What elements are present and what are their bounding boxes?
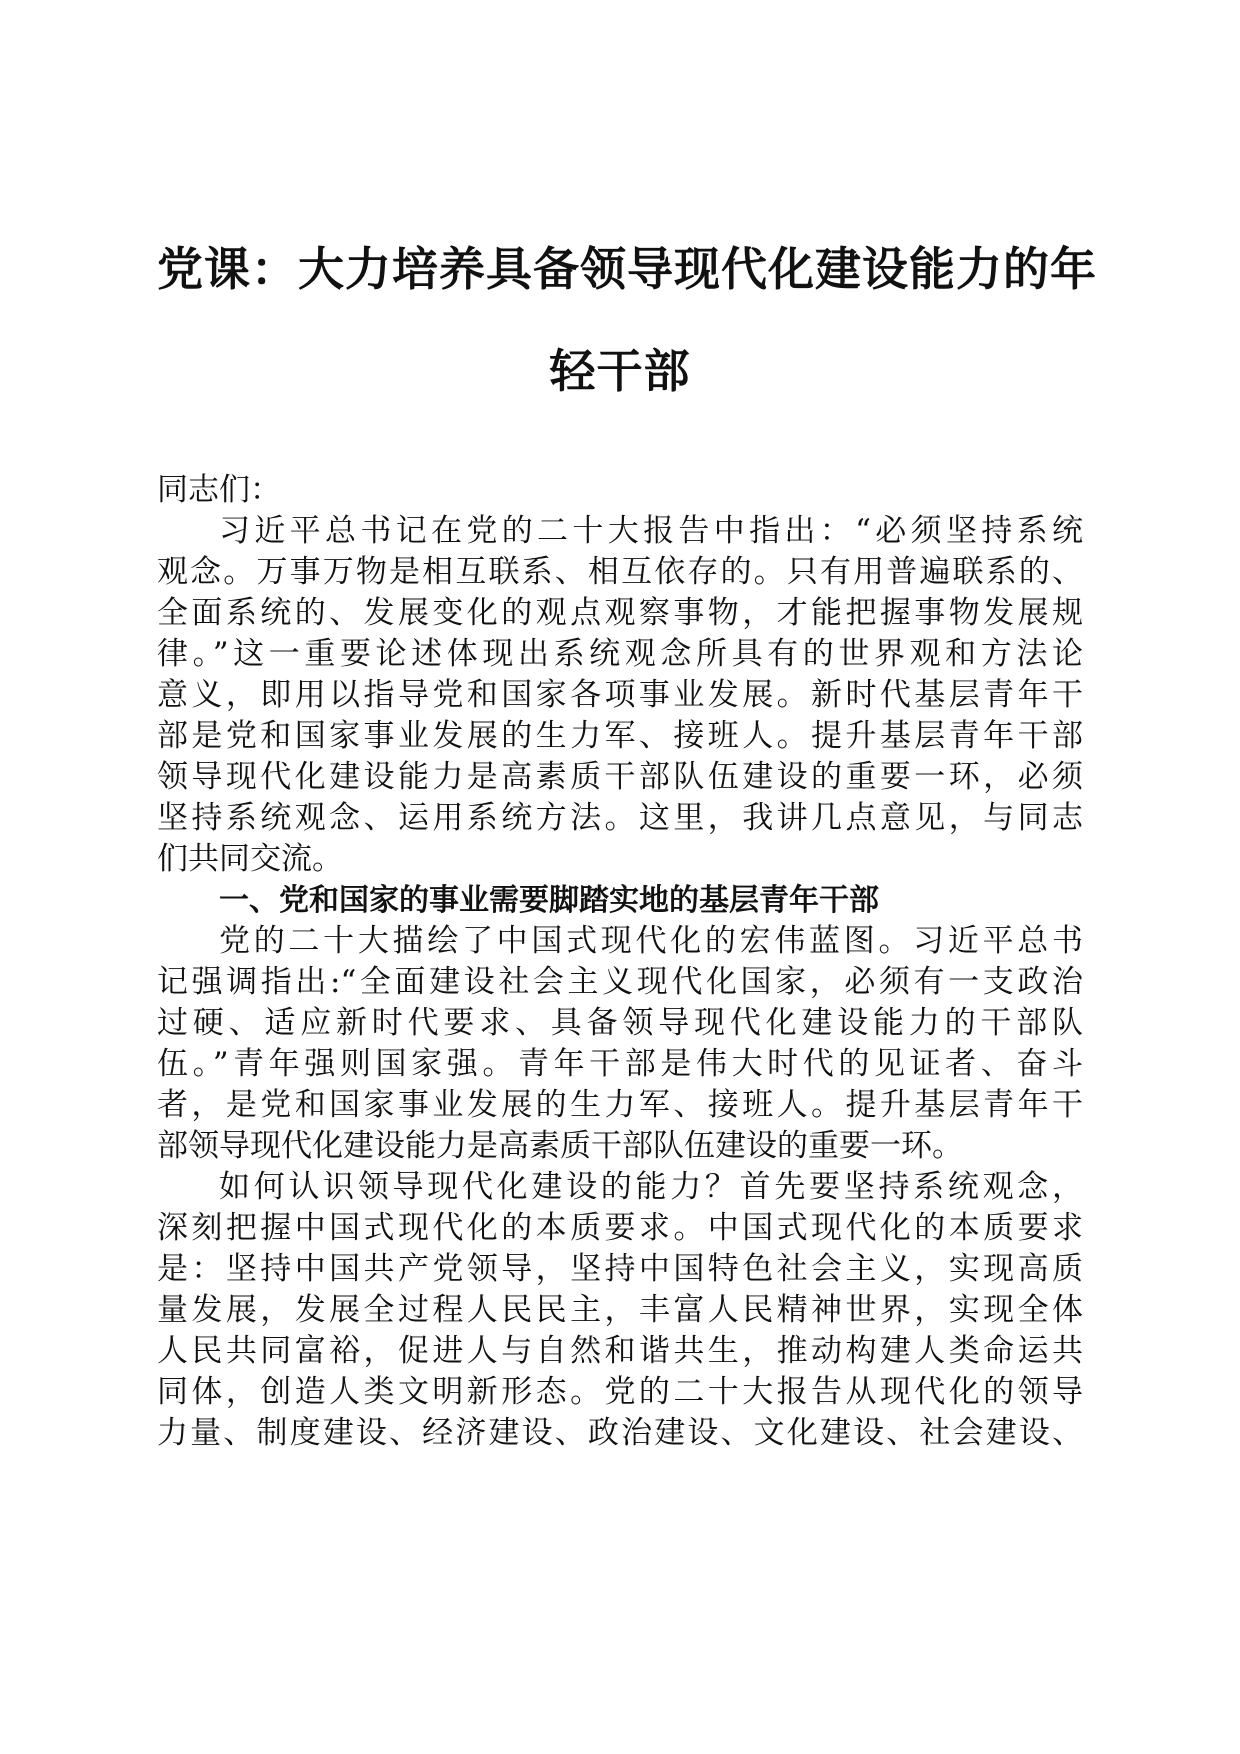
paragraph-2-line: 伍。”青年强则国家强。青年干部是伟大时代的见证者、奋斗 xyxy=(157,1046,1083,1082)
paragraph-3-line: 同体，创造人类文明新形态。党的二十大报告从现代化的领导 xyxy=(157,1374,1083,1410)
paragraph-1-line: 观念。万事万物是相互联系、相互依存的。只有用普遍联系的、 xyxy=(157,554,1083,590)
paragraph-2-line: 记强调指出:“全面建设社会主义现代化国家，必须有一支政治 xyxy=(157,964,1083,1000)
paragraph-2-line: 部领导现代化建设能力是高素质干部队伍建设的重要一环。 xyxy=(157,1128,963,1164)
paragraph-1-line: 意义，即用以指导党和国家各项事业发展。新时代基层青年干 xyxy=(157,677,1083,713)
paragraph-1-line: 们共同交流。 xyxy=(157,841,343,877)
paragraph-2-line: 者，是党和国家事业发展的生力军、接班人。提升基层青年干 xyxy=(157,1087,1083,1123)
paragraph-3-line: 力量、制度建设、经济建设、政治建设、文化建设、社会建设、 xyxy=(157,1415,1083,1451)
paragraph-1-line: 坚持系统观念、运用系统方法。这里，我讲几点意见，与同志 xyxy=(157,800,1083,836)
paragraph-1-line: 领导现代化建设能力是高素质干部队伍建设的重要一环，必须 xyxy=(157,759,1083,795)
document-title xyxy=(157,218,1097,422)
paragraph-3-line: 深刻把握中国式现代化的本质要求。中国式现代化的本质要求 xyxy=(157,1210,1083,1246)
section-heading-1: 一、党和国家的事业需要脚踏实地的基层青年干部 xyxy=(219,883,879,918)
paragraph-1-line: 部是党和国家事业发展的生力军、接班人。提升基层青年干部 xyxy=(157,718,1083,754)
paragraph-3-line: 人民共同富裕，促进人与自然和谐共生，推动构建人类命运共 xyxy=(157,1333,1083,1369)
salutation: 同志们： xyxy=(157,472,281,508)
paragraph-3-line: 量发展，发展全过程人民民主，丰富人民精神世界，实现全体 xyxy=(157,1292,1083,1328)
document-body xyxy=(157,470,1083,1454)
paragraph-3-line: 如何认识领导现代化建设的能力？首先要坚持系统观念， xyxy=(219,1169,1083,1205)
paragraph-2-line: 党的二十大描绘了中国式现代化的宏伟蓝图。习近平总书 xyxy=(219,923,1083,959)
title-line-1: 党课：大力培养具备领导现代化建设能力的年 xyxy=(157,242,1097,296)
paragraph-3-line: 是：坚持中国共产党领导，坚持中国特色社会主义，实现高质 xyxy=(157,1251,1083,1287)
paragraph-1-line: 全面系统的、发展变化的观点观察事物，才能把握事物发展规 xyxy=(157,595,1083,631)
paragraph-1-line: 习近平总书记在党的二十大报告中指出：“必须坚持系统 xyxy=(219,513,1083,549)
paragraph-1-line: 律。”这一重要论述体现出系统观念所具有的世界观和方法论 xyxy=(157,636,1083,672)
paragraph-2-line: 过硬、适应新时代要求、具备领导现代化建设能力的干部队 xyxy=(157,1005,1083,1041)
title-line-2: 轻干部 xyxy=(549,344,691,398)
document-page xyxy=(157,0,1097,1754)
